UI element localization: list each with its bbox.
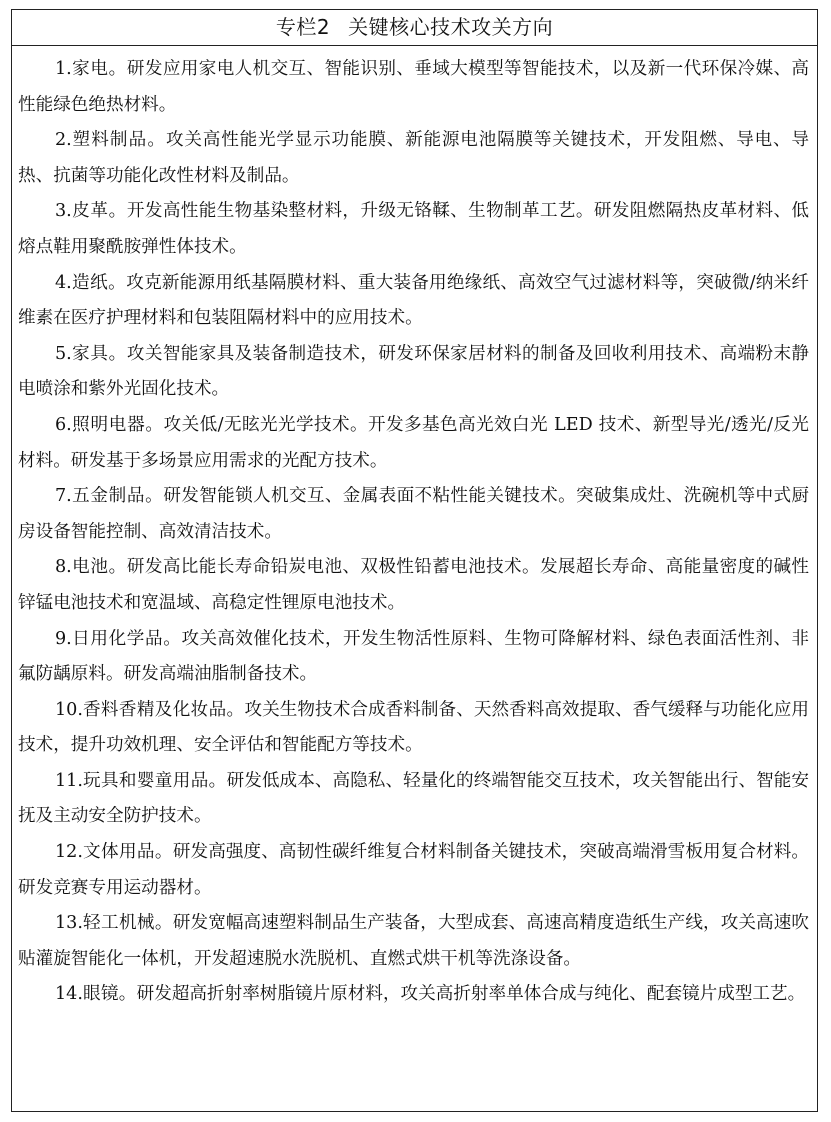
- item-body: 开发高性能生物基染整材料，升级无铬鞣、生物制革工艺。研发阻燃隔热皮革材料、低熔点鞋用聚酰胺弹性体技术。: [18, 201, 809, 257]
- list-item: [18, 977, 809, 1013]
- item-number: 12.: [54, 842, 83, 863]
- item-body: 研发高比能长寿命铅炭电池、双极性铅蓄电池技术。发展超长寿命、高能量密度的碱性锌锰电池技术和宽温域、高稳定性锂原电池技术。: [18, 557, 809, 613]
- item-topic: 五金制品。: [71, 486, 164, 507]
- item-number: 1.: [54, 59, 72, 79]
- item-body: 攻关智能家具及装备制造技术，研发环保家居材料的制备及回收利用技术、高端粉末静电喷涂和紫外光固化技术。: [18, 343, 809, 400]
- list-item: [18, 693, 809, 764]
- list-item: [18, 337, 809, 408]
- item-number: 2.: [54, 130, 72, 151]
- item-topic: 照明电器。: [71, 414, 164, 435]
- item-number: 7.: [54, 486, 72, 507]
- item-topic: 香料香精及化妆品。: [82, 699, 245, 720]
- item-body: 研发宽幅高速塑料制品生产装备，大型成套、高速高精度造纸生产线，攻关高速吹贴灌旋智能化一体机，开发超速脱水洗脱机、直燃式烘干机等洗涤设备。: [18, 913, 809, 969]
- item-topic: 家电。: [71, 59, 127, 79]
- column-title-number: 2: [316, 15, 331, 39]
- list-item: [18, 194, 809, 265]
- item-topic: 轻工机械。: [82, 913, 173, 934]
- list-item: [18, 550, 809, 621]
- item-body: 研发低成本、高隐私、轻量化的终端智能交互技术，攻关智能出行、智能安抚及主动安全防护技术。: [18, 770, 809, 827]
- item-body: 研发应用家电人机交互、智能识别、垂域大模型等智能技术，以及新一代环保冷媒、高性能绿色绝热材料。: [18, 59, 809, 115]
- item-topic: 塑料制品。: [71, 130, 167, 151]
- item-number: 14.: [54, 984, 83, 1005]
- item-number: 3.: [54, 201, 72, 222]
- list-item: [18, 52, 809, 123]
- item-body: 研发智能锁人机交互、金属表面不粘性能关键技术。突破集成灶、洗碗机等中式厨房设备智能控制、高效清洁技术。: [18, 486, 809, 542]
- list-item: [18, 123, 809, 194]
- item-number: 4.: [54, 272, 72, 293]
- item-topic: 文体用品。: [82, 842, 173, 863]
- item-topic: 玩具和婴童用品。: [82, 770, 227, 791]
- item-number: 9.: [54, 628, 72, 649]
- list-item: [18, 479, 809, 550]
- item-topic: 皮革。: [71, 201, 127, 222]
- list-item: [18, 764, 809, 835]
- item-topic: 日用化学品。: [71, 628, 182, 649]
- list-item: [18, 906, 809, 977]
- item-body: 攻关低/无眩光光学技术。开发多基色高光效白光 LED 技术、新型导光/透光/反光材料。研发基于多场景应用需求的光配方技术。: [18, 414, 809, 471]
- list-item: [18, 835, 809, 906]
- item-body: 攻关高效催化技术，开发生物活性原料、生物可降解材料、绿色表面活性剂、非氟防龋原料。研发高端油脂制备技术。: [18, 628, 809, 685]
- item-topic: 电池。: [71, 557, 127, 578]
- item-number: 8.: [54, 557, 72, 578]
- special-column-box: [11, 9, 818, 1112]
- item-body: 研发高强度、高韧性碳纤维复合材料制备关键技术，突破高端滑雪板用复合材料。研发竞赛专用运动器材。: [18, 842, 809, 898]
- item-number: 6.: [54, 414, 72, 435]
- list-item: [18, 408, 809, 479]
- item-topic: 造纸。: [71, 272, 127, 293]
- list-item: [18, 266, 809, 337]
- item-body: 研发超高折射率树脂镜片原材料，攻关高折射率单体合成与纯化、配套镜片成型工艺。: [136, 984, 806, 1005]
- item-topic: 眼镜。: [82, 984, 137, 1005]
- item-number: 11.: [54, 770, 83, 791]
- item-topic: 家具。: [71, 343, 127, 364]
- item-body: 攻关生物技术合成香料制备、天然香料高效提取、香气缓释与功能化应用技术，提升功效机理、安全评估和智能配方等技术。: [18, 699, 810, 756]
- item-body: 攻关高性能光学显示功能膜、新能源电池隔膜等关键技术，开发阻燃、导电、导热、抗菌等功能化改性材料及制品。: [18, 130, 809, 186]
- item-number: 13.: [54, 913, 83, 934]
- column-title-label: 专栏: [275, 15, 317, 39]
- item-list: [12, 46, 817, 1013]
- item-body: 攻克新能源用纸基隔膜材料、重大装备用绝缘纸、高效空气过滤材料等，突破微/纳米纤维素在医疗护理材料和包装阻隔材料中的应用技术。: [18, 272, 809, 329]
- column-title-text: 关键核心技术攻关方向: [348, 15, 554, 39]
- column-title: [12, 10, 817, 46]
- item-number: 5.: [54, 343, 72, 364]
- item-number: 10.: [54, 699, 83, 720]
- list-item: [18, 622, 809, 693]
